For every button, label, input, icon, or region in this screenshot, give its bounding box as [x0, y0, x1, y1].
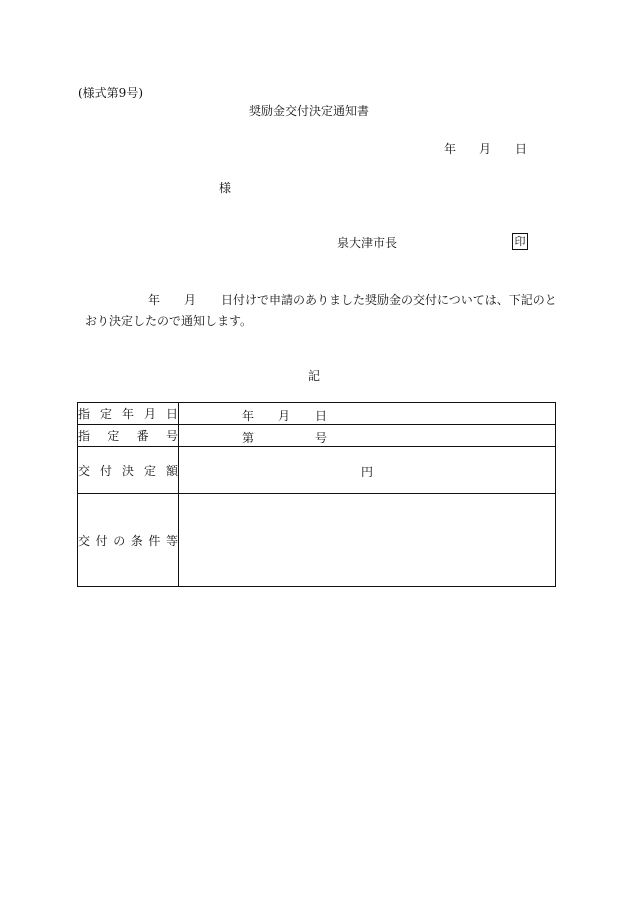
body-year: 年 [148, 293, 161, 307]
issuer-name: 泉大津市長 [337, 236, 398, 250]
designated-number-suffix: 号 [315, 431, 328, 445]
designated-date-year: 年 [242, 409, 255, 423]
form-number: (様式第9号) [78, 86, 143, 100]
table-row [78, 447, 556, 494]
seal-mark: 印 [512, 233, 528, 250]
table-row [78, 425, 556, 447]
issue-date-line [444, 142, 527, 156]
value-grant-conditions [179, 494, 556, 587]
designated-date-month: 月 [278, 409, 291, 423]
label-grant-conditions: 交付の条件等 [78, 494, 179, 587]
record-mark: 記 [308, 369, 321, 383]
table-row [78, 494, 556, 587]
label-designated-date: 指定年月日 [78, 403, 179, 425]
value-designated-date [179, 403, 556, 425]
body-line-2: おり決定したので通知します。 [85, 314, 253, 328]
label-grant-amount: 交付決定額 [78, 447, 179, 494]
value-grant-amount [179, 447, 556, 494]
document-title: 奨励金交付決定通知書 [249, 104, 370, 118]
issue-date-day: 日 [515, 142, 528, 156]
body-month: 月 [184, 293, 197, 307]
designated-date-day: 日 [315, 409, 328, 423]
decision-details-table [77, 402, 556, 587]
table-row [78, 403, 556, 425]
value-designated-number [179, 425, 556, 447]
addressee-suffix: 様 [219, 181, 232, 195]
label-designated-number: 指定番号 [78, 425, 179, 447]
body-line-1-text: 日付けで申請のありました奨励金の交付については、下記のと [221, 293, 557, 307]
designated-number-prefix: 第 [242, 431, 255, 445]
issue-date-year: 年 [444, 142, 457, 156]
issue-date-month: 月 [479, 142, 492, 156]
body-line-1 [148, 293, 557, 307]
grant-amount-unit: 円 [361, 465, 374, 479]
